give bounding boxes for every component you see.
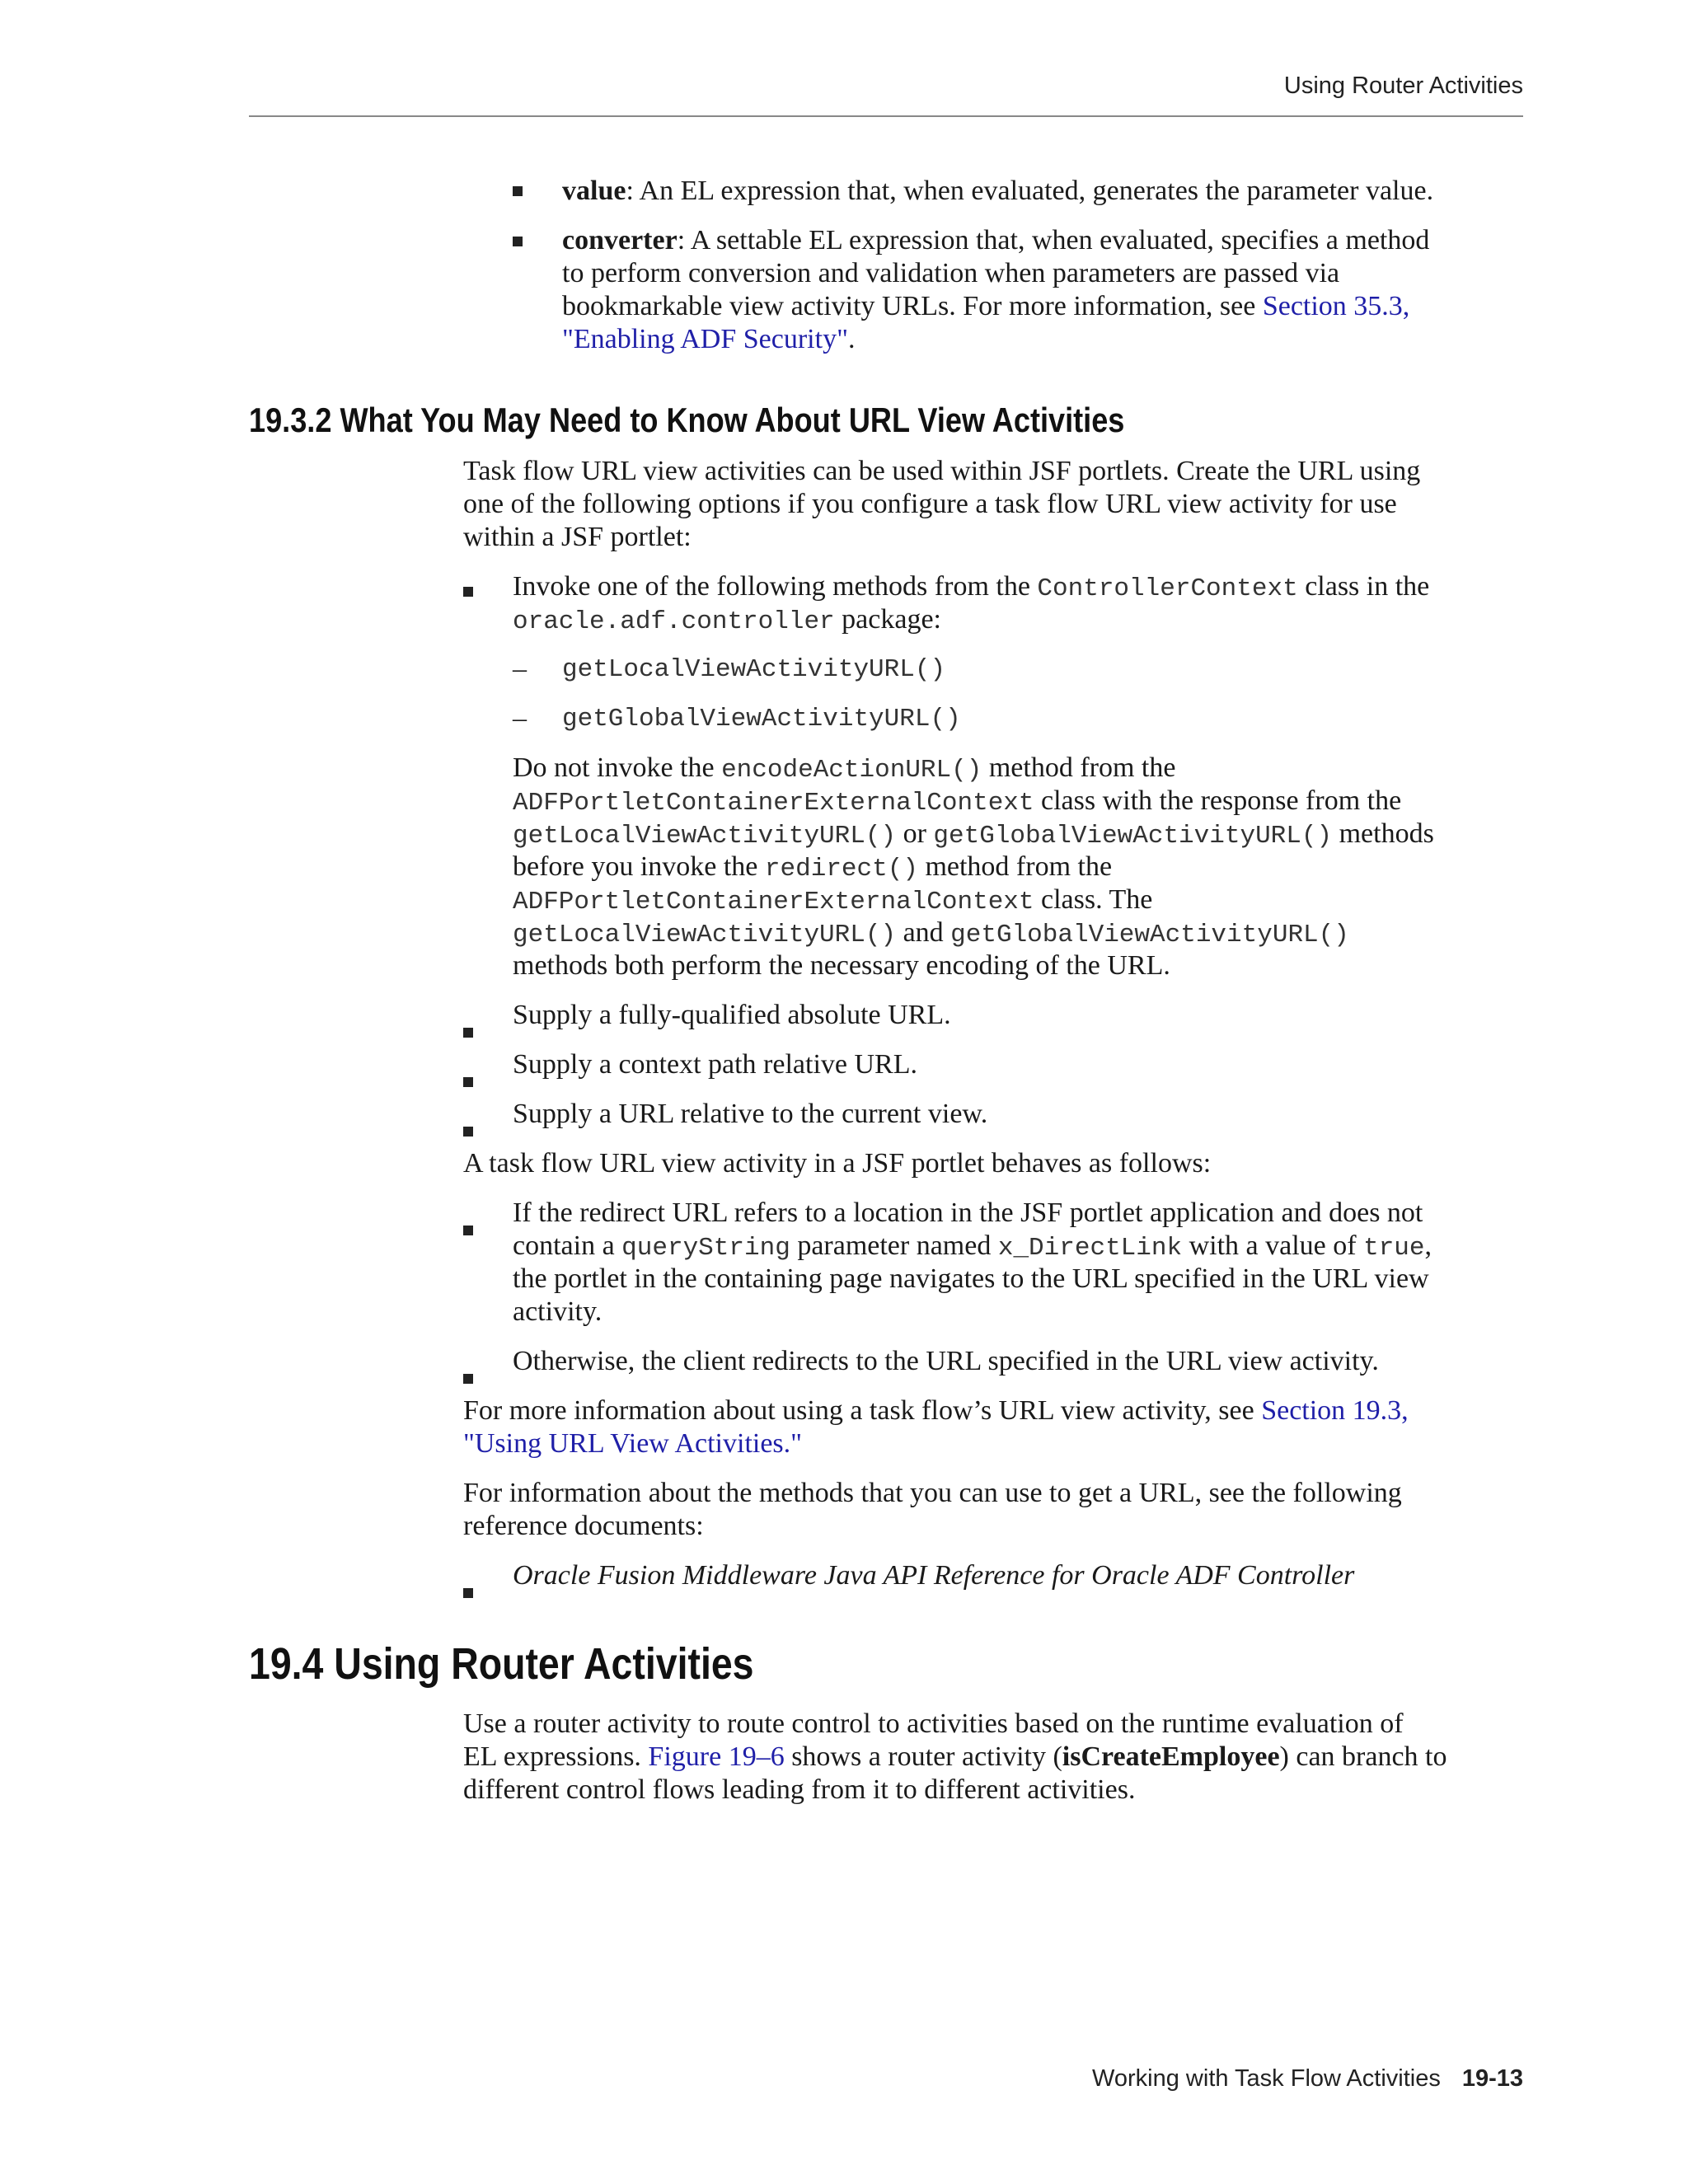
intro-line-3: within a JSF portlet: xyxy=(463,522,692,552)
link-section-35-3[interactable]: Section 35.3, xyxy=(1262,291,1410,321)
converter-desc-3 xyxy=(562,290,1409,323)
page-number: 19-13 xyxy=(1461,2065,1523,2092)
method-local-url: getLocalViewActivityURL() xyxy=(562,655,946,684)
note-line-7: methods both perform the necessary encoding of the URL. xyxy=(513,950,1170,981)
term-value: value xyxy=(562,176,626,206)
behaves-paragraph: A task flow URL view activity in a JSF portlet behaves as follows: xyxy=(463,1148,1212,1179)
bullet-square xyxy=(513,186,523,196)
redirect-text-c: with a value of xyxy=(1182,1230,1364,1261)
router-text-a: EL expressions. xyxy=(463,1741,649,1772)
note-line-3 xyxy=(513,818,1434,853)
router-line-2 xyxy=(463,1741,1447,1774)
section-heading-19-4: 19.4 Using Router Activities xyxy=(249,1639,754,1689)
note-line-5 xyxy=(513,883,1152,919)
note-or: or xyxy=(896,818,934,849)
code-redirect: redirect() xyxy=(764,855,918,883)
converter-desc-1: : A settable EL expression that, when evaluated, specifies a method xyxy=(677,225,1430,255)
redirect-text-b: parameter named xyxy=(790,1230,998,1261)
more-info-line-2 xyxy=(463,1427,802,1460)
converter-desc-4 xyxy=(562,323,855,356)
code-container-context: ADFPortletContainerExternalContext xyxy=(513,888,1034,916)
router-text-c: ) can branch to xyxy=(1279,1741,1447,1772)
bullet-square xyxy=(463,1374,473,1384)
note-text-5: class. The xyxy=(1034,884,1153,915)
bullet-square xyxy=(463,1077,473,1087)
note-text-4a: before you invoke the xyxy=(513,851,765,882)
code-controllercontext: ControllerContext xyxy=(1037,574,1298,603)
dash-marker: – xyxy=(513,703,527,733)
package-text: package: xyxy=(834,604,941,635)
bullet-converter-l1 xyxy=(562,224,1429,257)
code-encodeactionurl: encodeActionURL() xyxy=(721,756,982,785)
note-line-6 xyxy=(513,916,1349,952)
note-text-1a: Do not invoke the xyxy=(513,752,722,783)
invoke-line-1 xyxy=(513,570,1429,606)
bullet-relative-url: Supply a URL relative to the current view. xyxy=(513,1099,988,1129)
reference-doc-item: Oracle Fusion Middleware Java API Reference for Oracle ADF Controller xyxy=(513,1560,1355,1591)
bullet-square xyxy=(463,1028,473,1038)
running-header: Using Router Activities xyxy=(1283,73,1523,99)
router-name-bold: isCreateEmployee xyxy=(1062,1741,1280,1772)
bullet-square xyxy=(463,1588,473,1598)
note-line-2 xyxy=(513,785,1401,820)
bullet-absolute-url: Supply a fully-qualified absolute URL. xyxy=(513,1000,951,1030)
note-and: and xyxy=(896,917,951,948)
code-querystring: queryString xyxy=(621,1234,790,1263)
more-info-line-1 xyxy=(463,1394,1409,1427)
section-heading-19-3-2: 19.3.2 What You May Need to Know About URL View Activities xyxy=(249,401,1125,439)
intro-line-2: one of the following options if you configure a task flow URL view activity for use xyxy=(463,489,1397,519)
router-line-1: Use a router activity to route control to activities based on the runtime evaluation of xyxy=(463,1708,1404,1739)
link-enabling-adf-security[interactable]: "Enabling ADF Security" xyxy=(562,324,848,354)
bullet-square xyxy=(463,587,473,597)
bullet-square xyxy=(463,1127,473,1137)
invoke-text-2: class in the xyxy=(1297,571,1430,602)
code-container-context: ADFPortletContainerExternalContext xyxy=(513,789,1034,818)
bullet-square xyxy=(513,237,523,246)
redirect-line-1: If the redirect URL refers to a location in the JSF portlet application and does not xyxy=(513,1197,1423,1228)
intro-line-1: Task flow URL view activities can be used within JSF portlets. Create the URL using xyxy=(463,456,1421,486)
reference-line-2: reference documents: xyxy=(463,1511,704,1541)
link-section-19-3[interactable]: Section 19.3, xyxy=(1261,1395,1409,1426)
converter-text-3: bookmarkable view activity URLs. For more information, see xyxy=(562,291,1263,321)
code-local-url: getLocalViewActivityURL() xyxy=(513,822,897,851)
page-footer xyxy=(1092,2065,1523,2093)
redirect-line-2 xyxy=(513,1230,1432,1265)
converter-end: . xyxy=(847,324,856,354)
method-global-url: getGlobalViewActivityURL() xyxy=(562,705,961,733)
more-info-text: For more information about using a task flow’s URL view activity, see xyxy=(463,1395,1262,1426)
bullet-context-url: Supply a context path relative URL. xyxy=(513,1049,917,1080)
router-text-b: shows a router activity ( xyxy=(784,1741,1062,1772)
link-figure-19-6[interactable]: Figure 19–6 xyxy=(648,1741,785,1772)
code-directlink: x_DirectLink xyxy=(997,1234,1183,1263)
code-global-url: getGlobalViewActivityURL() xyxy=(933,822,1333,851)
code-global-url: getGlobalViewActivityURL() xyxy=(950,921,1349,949)
bullet-square xyxy=(463,1226,473,1235)
header-rule xyxy=(249,115,1523,117)
note-text-4b: method from the xyxy=(917,851,1113,882)
note-text-3: methods xyxy=(1332,818,1434,849)
code-package: oracle.adf.controller xyxy=(513,607,835,636)
code-local-url: getLocalViewActivityURL() xyxy=(513,921,897,949)
redirect-text-d: , xyxy=(1424,1230,1432,1261)
note-text-1b: method from the xyxy=(982,752,1176,783)
value-desc: : An EL expression that, when evaluated, generates the parameter value. xyxy=(626,176,1434,206)
invoke-line-2 xyxy=(513,603,941,639)
converter-desc-2: to perform conversion and validation when parameters are passed via xyxy=(562,258,1340,288)
term-converter: converter xyxy=(562,225,678,255)
redirect-line-4: activity. xyxy=(513,1296,603,1327)
redirect-text-a: contain a xyxy=(513,1230,622,1261)
redirect-line-3: the portlet in the containing page navigates to the URL specified in the URL view xyxy=(513,1263,1429,1294)
otherwise-line: Otherwise, the client redirects to the URL specified in the URL view activity. xyxy=(513,1346,1379,1376)
link-using-url-view-activities[interactable]: "Using URL View Activities." xyxy=(463,1428,803,1459)
code-true: true xyxy=(1363,1234,1425,1263)
note-line-1 xyxy=(513,752,1175,787)
dash-marker: – xyxy=(513,654,527,684)
bullet-value xyxy=(562,175,1433,208)
footer-chapter-title: Working with Task Flow Activities xyxy=(1092,2065,1441,2092)
note-line-4 xyxy=(513,851,1112,886)
router-line-3: different control flows leading from it to different activities. xyxy=(463,1774,1136,1805)
note-text-2: class with the response from the xyxy=(1034,785,1402,816)
invoke-text: Invoke one of the following methods from the xyxy=(513,571,1038,602)
reference-line-1: For information about the methods that you can use to get a URL, see the following xyxy=(463,1478,1402,1508)
